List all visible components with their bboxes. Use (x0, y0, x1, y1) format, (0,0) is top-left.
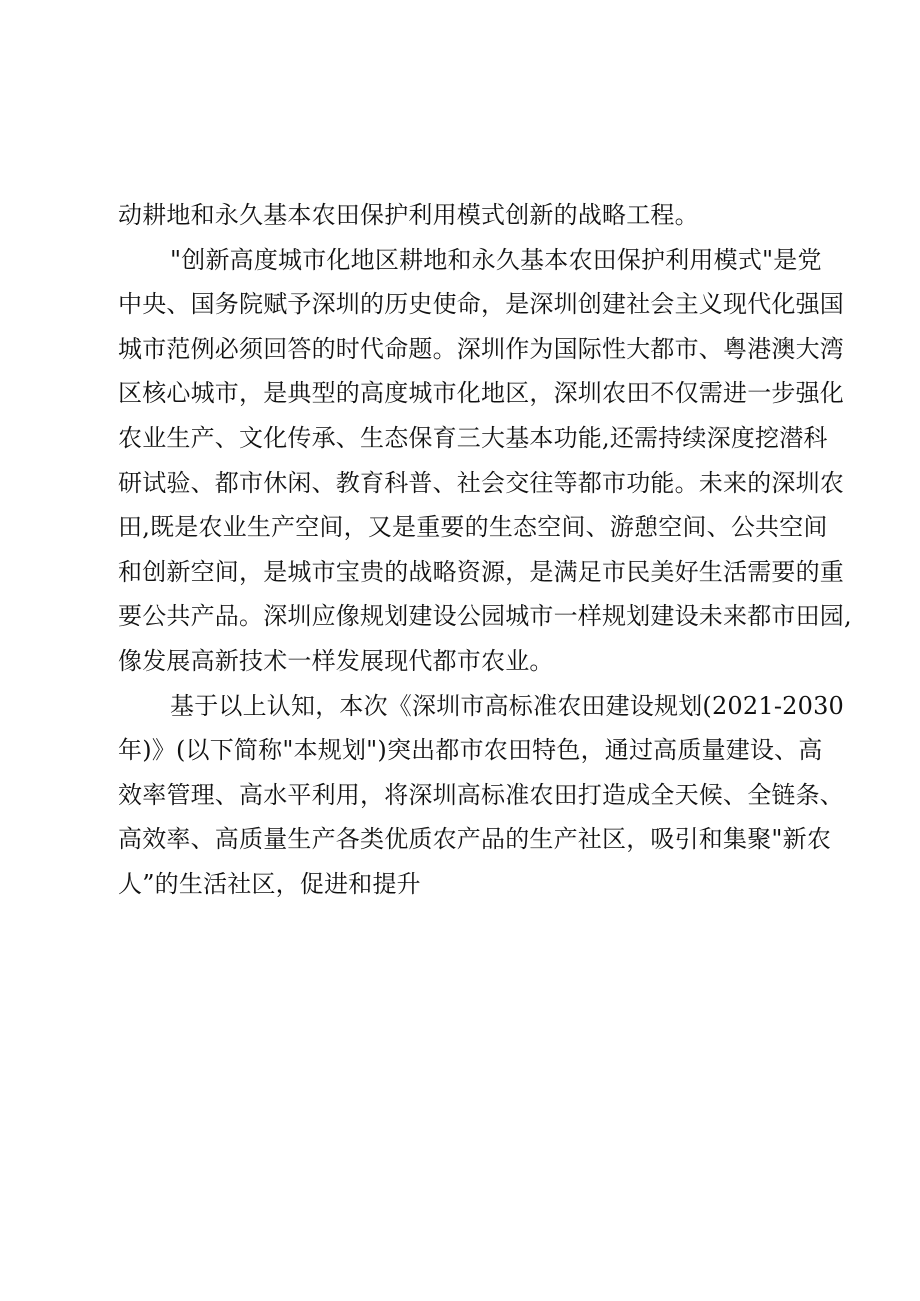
document-body (118, 193, 852, 907)
text-line: 田,既是农业生产空间，又是重要的生态空间、游憩空间、公共空间 (118, 513, 828, 542)
text-line: 农业生产、文化传承、生态保育三大基本功能,还需持续深度挖潜科 (118, 423, 828, 452)
text-line: 要公共产品。深圳应像规划建设公园城市一样规划建设未来都市田园, (118, 602, 852, 631)
paragraph-start-line: "创新高度城市化地区耕地和永久基本农田保护利用模式"是党 (170, 245, 822, 274)
text-line: 研试验、都市休闲、教育科普、社会交往等都市功能。未来的深圳农 (118, 468, 844, 497)
text-line: 高效率、高质量生产各类优质农产品的生产社区，吸引和集聚"新农 (118, 825, 832, 854)
paragraph-start-line: 基于以上认知，本次《深圳市高标准农田建设规划(2021-2030 (170, 691, 845, 720)
text-line: 像发展高新技术一样发展现代都市农业。 (118, 646, 554, 675)
text-line: 中央、国务院赋予深圳的历史使命，是深圳创建社会主义现代化强国 (118, 290, 844, 319)
text-line: 区核心城市，是典型的高度城市化地区，深圳农田不仅需进一步强化 (118, 379, 844, 408)
text-line: 和创新空间，是城市宝贵的战略资源，是满足市民美好生活需要的重 (118, 557, 844, 586)
text-line: 城市范例必须回答的时代命题。深圳作为国际性大都市、粤港澳大湾 (118, 334, 844, 363)
text-line: 效率管理、高水平利用，将深圳高标准农田打造成全天候、全链条、 (118, 780, 844, 809)
text-line: 年)》(以下简称"本规划")突出都市农田特色，通过高质量建设、高 (118, 736, 823, 765)
text-line: 人”的生活社区，促进和提升 (118, 869, 421, 898)
text-line: 动耕地和永久基本农田保护利用模式创新的战略工程。 (118, 201, 699, 229)
